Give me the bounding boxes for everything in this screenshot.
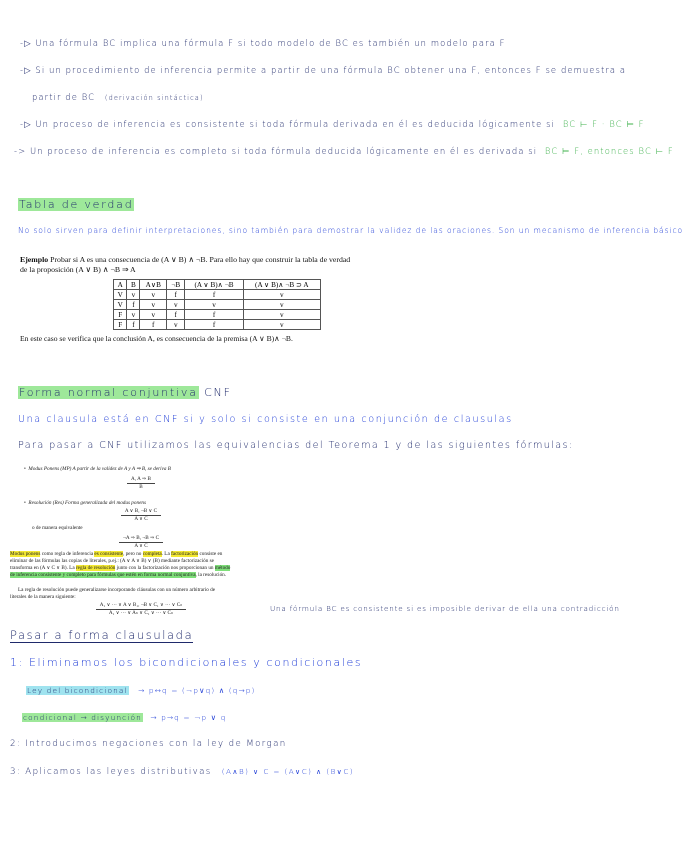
resolution-block (10, 500, 272, 550)
table-row (114, 290, 321, 300)
truth-table-heading: Tabla de verdad (19, 198, 134, 211)
table-row (114, 320, 321, 330)
header-cell: A∨B (140, 280, 167, 290)
bicond-label: Ley del bicondicional (27, 686, 128, 695)
equivalent-label: o de manera equivalente (32, 525, 83, 531)
table-cell: V (114, 290, 127, 300)
header-cell: B (127, 280, 140, 290)
modus-ponens-fraction (10, 476, 272, 491)
example-line-1 (20, 255, 350, 264)
table-cell: f (167, 290, 185, 300)
step-2: 2: Introducimos negaciones con la ley de Morgan (10, 739, 287, 749)
table-cell: v (127, 310, 140, 320)
mp-numerator: A, A ⇒ B (127, 476, 155, 484)
paragraph-line: eliminar de las fórmulas las copias de literales, p.ej.: (A ∨ A ∨ B) ∨ (B) mediante factorización se (10, 558, 214, 564)
res-numerator: A ∨ B, ¬B ∨ C (121, 508, 161, 516)
table-cell: v (127, 290, 140, 300)
header-cell: ¬B (167, 280, 185, 290)
modus-ponens-block (10, 466, 272, 491)
modus-ponens-paragraph (10, 551, 272, 579)
header-cell: (A ∨ B)∧ ¬B ⊃ A (243, 280, 320, 290)
truth-table (113, 279, 321, 330)
header-cell: (A ∨ B)∧ ¬B (185, 280, 243, 290)
equivalent-fraction (10, 535, 272, 550)
table-cell: V (114, 300, 127, 310)
paragraph-line: La regla de resolución puede generalizarse incorporando cláusulas con un número arbitrario de (18, 587, 216, 593)
example-line-2: de la proposición (A ∨ B) ∧ ¬B ⇒ A (20, 265, 136, 274)
note-inference-cont (32, 92, 204, 102)
cond-label: condicional → disyunción (23, 713, 142, 722)
eq-numerator: ¬A ⇒ B, ¬B ⇒ C (119, 535, 163, 543)
resolution-label: • Resolución (Res) Forma generalizada del modus ponens (24, 500, 146, 506)
cnf-definition: Una clausula está en CNF si y solo si consiste en una conjunción de clausulas (18, 414, 513, 425)
paragraph-line: de inferencia consistente y completo para fórmulas que estén en forma normal conjuntiva, la resolución. (10, 572, 227, 578)
header-cell: A (114, 280, 127, 290)
truth-table-header-row (114, 280, 321, 290)
table-cell: v (243, 290, 320, 300)
bicond-line (26, 686, 256, 695)
example-bold: Ejemplo (20, 255, 49, 264)
table-cell: v (167, 320, 185, 330)
mp-denominator: B (139, 484, 143, 490)
note-inference-bc: partir de BC (32, 92, 96, 102)
note-inference: -▷ Si un procedimiento de inferencia permite a partir de una fórmula BC obtener una F, entonces F se demuestra a (20, 65, 627, 75)
res-denominator: A ∨ C (134, 516, 148, 522)
note-complete-formula: BC ⊨ F, entonces BC ⊢ F (544, 146, 674, 156)
paragraph-line: literales de la manera siguiente: (10, 594, 76, 600)
note-complete-text: -> Un proceso de inferencia es completo si toda fórmula deducida lógicamente en él es derivada si (14, 146, 538, 156)
gen-denominator: A₁ ∨ ··· ∨ Aₙ ∨ C₁ ∨ ··· ∨ Cₙ (108, 610, 174, 616)
cnf-heading (18, 386, 232, 399)
note-complete (14, 146, 674, 156)
table-cell: f (167, 310, 185, 320)
gen-numerator: A₁ ∨ ··· ∨ A ∨ B₁, ¬B ∨ C₁ ∨ ··· ∨ Cₙ (96, 602, 186, 610)
truth-table-description: No solo sirven para definir interpretaciones, sino también para demostrar la validez de las oraciones. Son un mecanismo de inferencia básico (18, 226, 683, 235)
bicond-rule: → p↔q = (¬p∨q) ∧ (q→p) (138, 686, 256, 695)
generalization-paragraph (10, 587, 272, 617)
table-cell: v (167, 300, 185, 310)
table-cell: f (127, 320, 140, 330)
eq-denominator: A ∨ C (134, 543, 148, 549)
table-cell: v (185, 300, 243, 310)
cond-rule: → p→q = ¬p ∨ q (150, 713, 227, 722)
step-3-text: 3: Aplicamos las leyes distributivas (10, 767, 212, 777)
table-cell: v (140, 300, 167, 310)
table-cell: f (127, 300, 140, 310)
modus-ponens-label: • Modus Ponens (MP) A partir de la validez de A y A ⇒ B, se deriva B (24, 466, 171, 472)
note-derivation: (derivación sintáctica) (104, 94, 204, 102)
generalized-fraction (10, 602, 272, 617)
table-cell: f (185, 310, 243, 320)
example-text-1: Probar si A es una consecuencia de (A ∨ B) ∧ ¬B. Para ello hay que construir la tabla de verdad (50, 255, 351, 264)
table-cell: F (114, 310, 127, 320)
table-cell: v (243, 310, 320, 320)
note-implication: -▷ Una fórmula BC implica una fórmula F si todo modelo de BC es también un modelo para F (20, 38, 506, 48)
table-cell: F (114, 320, 127, 330)
step-3 (10, 767, 354, 777)
table-cell: f (185, 320, 243, 330)
cnf-equivalences: Para pasar a CNF utilizamos las equivalencias del Teorema 1 y de las siguientes fórmulas: (18, 440, 574, 451)
table-cell: v (243, 320, 320, 330)
table-cell: v (243, 300, 320, 310)
note-consistent (20, 119, 645, 129)
cond-line (22, 713, 226, 722)
table-cell: f (185, 290, 243, 300)
table-cell: v (140, 310, 167, 320)
table-cell: f (140, 320, 167, 330)
consistency-note: Una fórmula BC es consistente si es imposible derivar de ella una contradicción (270, 604, 620, 613)
paragraph-line: Modus ponens como regla de inferencia es consistente, pero no completa. La factorización consiste en (10, 551, 223, 557)
note-consistent-text: -▷ Un proceso de inferencia es consistente si toda fórmula derivada en él es deducida lógicamente si (20, 119, 556, 129)
truth-table-conclusion: En este caso se verifica que la conclusión A, es consecuencia de la premisa (A ∨ B)∧ ¬B. (20, 334, 293, 343)
cnf-heading-text: Forma normal conjuntiva (19, 386, 198, 399)
paragraph-line: transforma en (A ∨ C ∨ B). La regla de resolución junto con la factorización nos proporcionan un método (10, 565, 231, 571)
clausal-heading: Pasar a forma clausulada (10, 628, 194, 642)
resolution-fraction (10, 508, 272, 523)
note-consistent-formula: BC ⊢ F · BC ⊨ F (562, 119, 645, 129)
table-cell: v (140, 290, 167, 300)
table-row (114, 300, 321, 310)
table-row (114, 310, 321, 320)
step-1: 1: Eliminamos los bicondicionales y condicionales (10, 656, 363, 669)
step-3-rule: (A∧B) ∨ C = (A∨C) ∧ (B∨C) (221, 767, 354, 776)
cnf-heading-suffix: CNF (204, 386, 232, 399)
